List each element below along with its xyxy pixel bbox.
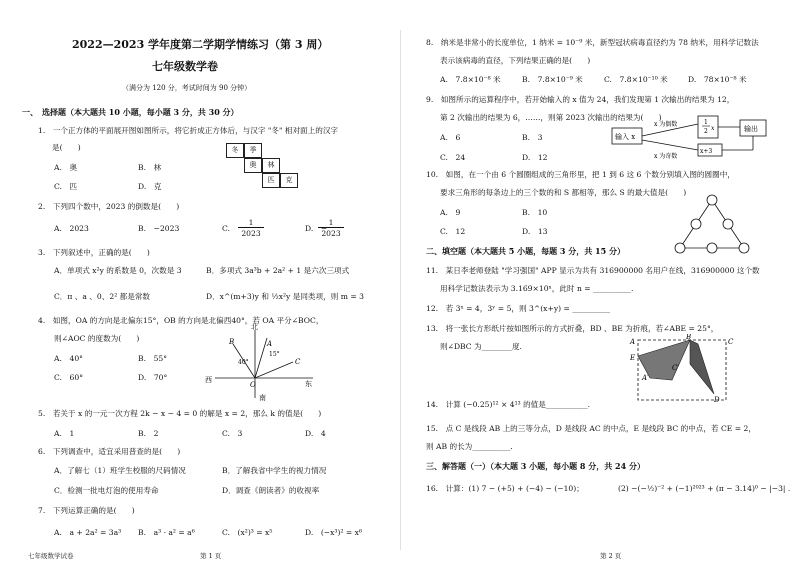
q2-stem: 2. 下列四个数中，2023 的倒数是( ) (38, 202, 180, 211)
south-label: 南 (259, 394, 266, 402)
q6-option-c: C．检测一批电灯泡的使用寿命 (54, 486, 159, 495)
q6-stem: 6. 下列调查中，适宜采用普查的是( ) (38, 447, 181, 456)
fig13-b: B (686, 334, 692, 341)
q3-option-b: B．多项式 3a³b + 2a² + 1 是六次三项式 (206, 266, 350, 275)
plus3-label: x+3 (700, 148, 713, 155)
q11-stem-b: 用科学记数法表示为 3.169×10ⁿ，此时 n = __________. (440, 284, 634, 293)
section-solve: 三、解答题（一）（本大题 3 小题，每小题 8 分，共 24 分） (426, 461, 645, 471)
q2-option-c: C. (222, 224, 230, 233)
even-label: x 为偶数 (654, 121, 678, 128)
output-label: 输出 (744, 125, 758, 133)
net-cell: 克 (280, 173, 298, 188)
exam-note: （满分为 120 分，考试时间为 90 分钟） (122, 84, 252, 92)
fig13-c: C (728, 338, 734, 346)
flowchart-figure (610, 114, 770, 166)
q1-stem-b: 是( ) (52, 143, 81, 152)
q10-stem-b: 要求三角形的每条边上的三个数的和 S 都相等，那么 S 的最大值是( ) (440, 188, 687, 197)
exam-title: 2022—2023 学年度第二学期学情练习（第 3 周） (72, 38, 329, 51)
q10-option-d: D. 13 (522, 227, 548, 236)
net-cell: 奥 (244, 158, 262, 173)
q2-option-b: B. −2023 (138, 224, 180, 233)
q8-option-d: D. 78×10⁻⁸ 米 (688, 75, 747, 84)
q6-option-d: D．调查《朗读者》的收视率 (222, 486, 320, 495)
q8-option-c: C. 7.8×10⁻¹⁰ 米 (604, 75, 668, 84)
q2-frac-num-d: 1 (318, 218, 344, 228)
q8-option-b: B. 7.8×10⁻⁹ 米 (522, 75, 583, 84)
q5-option-b: B. 2 (138, 429, 159, 438)
half-box (698, 116, 718, 138)
q6-option-a: A．了解七（1）班学生校服的尺码情况 (54, 466, 186, 475)
q10-option-c: C. 12 (440, 227, 466, 236)
q8-stem-b: 表示该病毒的直径，下列结果正确的是( ) (440, 56, 591, 65)
footer-subject: 七年级数学试卷 (28, 552, 74, 560)
circle-triangle-figure (672, 192, 752, 256)
q2-frac-num: 1 (238, 218, 264, 228)
circle-right-mid (723, 219, 733, 229)
compass-angle-figure (205, 322, 325, 402)
q7-stem: 7. 下列运算正确的是( ) (38, 506, 135, 515)
circle-top (707, 195, 717, 205)
q4-option-c: C. 60° (54, 373, 84, 382)
q7-option-d: D. (−x³)² = x⁶ (305, 528, 363, 537)
q9-option-d: D. 12 (522, 153, 548, 162)
fig13-e: E (630, 354, 636, 362)
fold-right (690, 340, 714, 394)
q16-part2: (2) −(−½)⁻² + (−1)²⁰²³ + (π − 3.14)⁰ − |−3| . (618, 484, 791, 493)
q6-option-b: B．了解我省中学生的视力情况 (222, 466, 327, 475)
q2-frac-den-d: 2023 (321, 229, 341, 238)
q4-option-d: D. 70° (138, 373, 168, 382)
net-cell: 林 (262, 158, 280, 173)
half-den: 2 (704, 128, 708, 135)
q7-option-b: B. a³ · a² = a⁶ (138, 528, 195, 537)
section-fill-blank: 二、填空题（本大题共 5 小题，每题 3 分，共 15 分） (426, 246, 625, 256)
input-label: 输入 x (615, 133, 636, 141)
net-cell: 季 (244, 143, 262, 158)
q12-stem: 12. 若 3ˣ = 4，3ʸ = 5，则 3^(x+y) = __________ (426, 304, 611, 313)
section-choice: 一、 选择题（本大题共 10 小题，每小题 3 分，共 30 分） (22, 107, 239, 117)
circle-left-mid (691, 219, 701, 229)
q4-option-a: A. 40° (54, 354, 83, 363)
circle-bottom-mid (707, 243, 717, 253)
point-a: A (267, 340, 273, 348)
east-label: 东 (305, 380, 312, 388)
fig13-a: A (630, 338, 636, 346)
fig13-d: D (714, 396, 720, 404)
q1-option-b: B. 林 (138, 163, 162, 172)
circle-bottom-left (675, 243, 685, 253)
q3-stem: 3. 下列叙述中，正确的是( ) (38, 248, 150, 257)
q1-option-a: A. 奥 (54, 163, 78, 172)
q5-option-a: A. 1 (54, 429, 75, 438)
q15-stem-b: 则 AB 的长为__________. (426, 442, 513, 451)
q13-stem: 13. 将一张长方形纸片按如图所示的方式折叠，BD 、BE 为折痕，若∠ABE = 25°， (426, 324, 719, 333)
q9-option-a: A. 6 (440, 133, 461, 142)
q8-stem: 8. 纳米是非常小的长度单位，1 纳米 = 10⁻⁹ 米，新型冠状病毒直径约为 78 纳米，用科学记数法 (426, 38, 759, 47)
q9-option-c: C. 24 (440, 153, 466, 162)
fig13-a1: A′ (642, 374, 649, 382)
q5-option-c: C. 3 (222, 429, 243, 438)
q16-part1: 16. 计算：(1) 7 − (+5) + (−4) − (−10)； (426, 484, 584, 493)
q2-frac-den: 2023 (241, 229, 261, 238)
arrow-odd (642, 140, 698, 150)
net-cell: 匹 (262, 173, 280, 188)
point-b: B (229, 338, 235, 346)
footer-page-2: 第 2 页 (600, 552, 622, 560)
q4-stem-b: 则∠AOC 的度数为( ) (54, 334, 140, 343)
right-page (404, 0, 794, 585)
ray-oc (255, 362, 293, 378)
angle-40: 40° (238, 359, 249, 366)
q15-stem: 15. 点 C 是线段 AB 上的三等分点，D 是线段 AC 的中点，E 是线段 BC 的中点，若 CE = 2， (426, 424, 756, 433)
point-o: O (250, 381, 256, 389)
point-c: C (295, 358, 301, 366)
q2-option-d: D. − (305, 224, 328, 233)
page-divider (400, 30, 401, 550)
angle-15: 15° (269, 351, 280, 358)
q9-stem-b: 第 2 次输出的结果为 6，……，则第 2023 次输出的结果为( ) (440, 113, 662, 122)
fold-figure (628, 334, 738, 404)
q1-option-c: C. 匹 (54, 182, 78, 191)
q5-option-d: D. 4 (305, 429, 326, 438)
q1-stem: 1. 一个正方体的平面展开图如图所示，将它折成正方体后，与汉字 "冬" 相对面上的汉字 (38, 126, 339, 135)
ray-oa (255, 338, 267, 378)
q2-option-a: A. 2023 (54, 224, 89, 233)
north-label: 北 (251, 323, 258, 331)
q9-option-b: B. 3 (522, 133, 543, 142)
q5-stem: 5. 若关于 x 的一元一次方程 2k − x − 4 = 0 的解是 x = 2，那么 k 的值是( ) (38, 409, 322, 418)
exam-subtitle: 七年级数学卷 (152, 60, 218, 73)
q10-option-b: B. 10 (522, 208, 548, 217)
q7-option-a: A. a + 2a² = 3a³ (54, 528, 122, 537)
fig13-c1: C′ (672, 364, 679, 372)
q7-option-c: C. (x²)³ = x⁵ (222, 528, 273, 537)
q13-stem-b: 则∠DBC 为________度. (440, 342, 522, 351)
q3-option-d: D．x^(m+3)y 和 ½x²y 是同类项，则 m = 3 (206, 292, 364, 301)
q8-option-a: A. 7.8×10⁻⁸ 米 (440, 75, 501, 84)
q10-option-a: A. 9 (440, 208, 461, 217)
q3-option-a: A．单项式 x²y 的系数是 0，次数是 3 (54, 266, 182, 275)
footer-page-1: 第 1 页 (200, 552, 222, 560)
q4-stem: 4. 如图，OA 的方向是北偏东15°，OB 的方向是北偏西40°，若 OA 平分∠BOC， (38, 316, 324, 325)
q3-option-c: C．π 、a 、0、2² 都是常数 (54, 292, 151, 301)
west-label: 西 (205, 376, 212, 384)
odd-label: x 为奇数 (654, 153, 678, 160)
q10-stem: 10. 如图，在一个由 6 个圆圈组成的三角形里，把 1 到 6 这 6 个数分别填入图的圆圈中， (426, 170, 735, 179)
q4-option-b: B. 55° (138, 354, 168, 363)
q11-stem: 11. 某日李老师登陆 "学习强国" APP 显示为共有 316900000 名用户在线，316900000 这个数 (426, 266, 760, 275)
q9-stem: 9. 如图所示的运算程序中，若开始输入的 x 值为 24，我们发现第 1 次输出的结果为 12， (426, 95, 735, 104)
half-x: x (711, 125, 715, 132)
q1-option-d: D. 克 (138, 182, 162, 191)
net-cell: 冬 (226, 143, 244, 158)
half-num: 1 (704, 119, 708, 126)
circle-bottom-right (739, 243, 749, 253)
q14-stem: 14. 计算 (−0.25)¹² × 4¹³ 的值是___________. (426, 400, 591, 409)
